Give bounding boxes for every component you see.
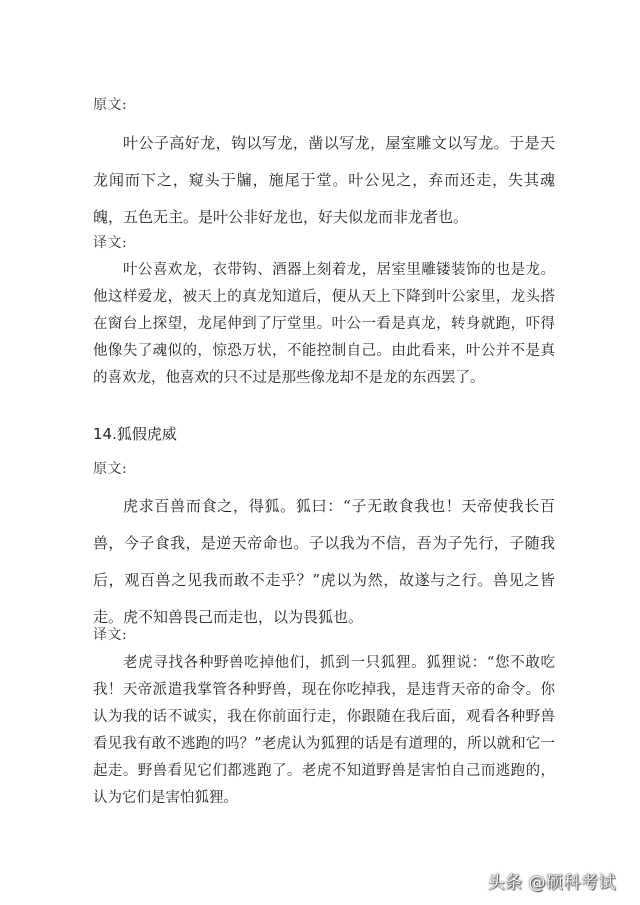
translation-label-1: 译文: <box>93 235 128 251</box>
translation-label-2: 译文: <box>93 627 128 643</box>
section-heading: 14.狐假虎威 <box>93 425 177 443</box>
original-text-1: 叶公子高好龙，钩以写龙，凿以写龙，屋室雕文以写龙。于是天龙闻而下之，窥头于牖，施尾于堂。叶公见之，弃而还走，失其魂魄，五色无主。是叶公非好龙也，好夫似龙而非龙者也。 <box>93 134 555 226</box>
original-text-2: 虎求百兽而食之，得狐。狐曰：“子无敢食我也！天帝使我长百兽，今子食我，是逆天帝命也。子以我为不信，吾为子先行，子随我后，观百兽之见我而敢不走乎？”虎以为然，故遂与之行。兽见之皆走。虎不知兽畏己而走也，以为畏狐也。 <box>93 497 555 626</box>
original-label-2: 原文: <box>93 461 128 477</box>
original-label-1: 原文: <box>93 97 128 113</box>
watermark: 头条 @硕科考试 <box>487 873 616 893</box>
translation-text-2: 老虎寻找各种野兽吃掉他们，抓到一只狐狸。狐狸说：“您不敢吃我！天帝派遣我掌管各种野兽，现在你吃掉我，是违背天帝的命令。你认为我的话不诚实，我在你前面行走，你跟随在我后面，观看各种野兽看见我有敢不逃跑的吗？”老虎认为狐狸的话是有道理的，所以就和它一起走。野兽看见它们都逃跑了。老虎不知道野兽是害怕自己而逃跑的，认为它们是害怕狐狸。 <box>93 655 555 806</box>
translation-text-1: 叶公喜欢龙，衣带钩、酒器上刻着龙，居室里雕镂装饰的也是龙。他这样爱龙，被天上的真龙知道后，便从天上下降到叶公家里，龙头搭在窗台上探望，龙尾伸到了厅堂里。叶公一看是真龙，转身就跑，吓得他像失了魂似的，惊恐万状，不能控制自己。由此看来，叶公并不是真的喜欢龙，他喜欢的只不过是那些像龙却不是龙的东西罢了。 <box>93 262 555 386</box>
